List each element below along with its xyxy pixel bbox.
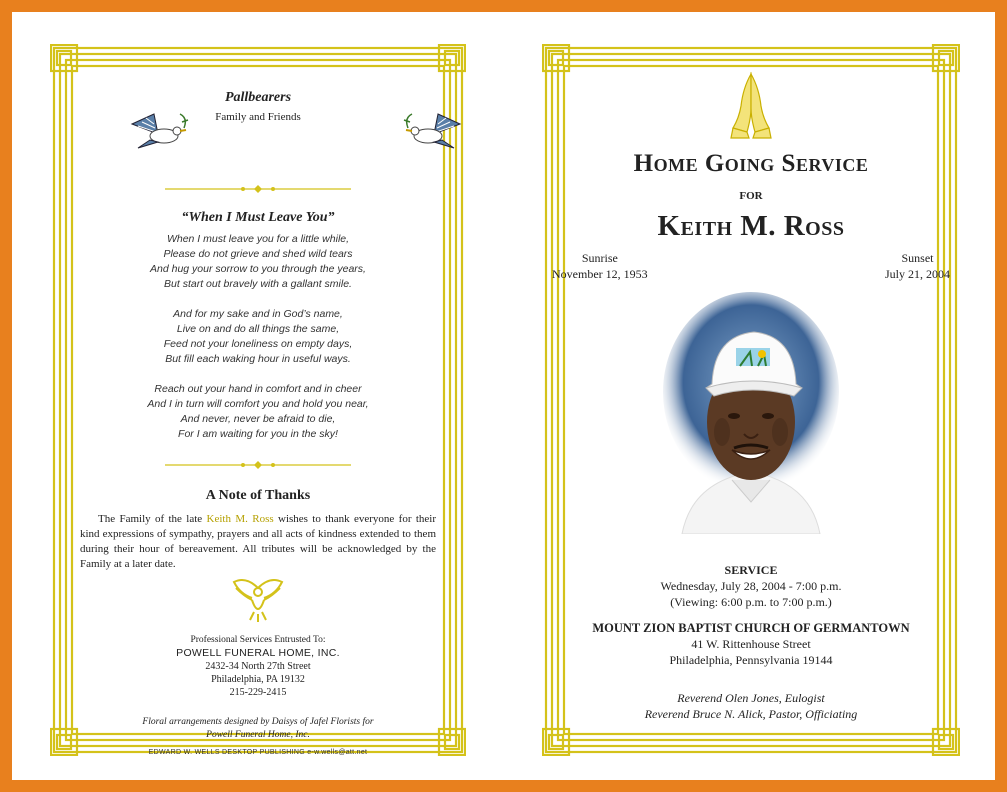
thanks-text: wishes to thank everyone for their kind expressions of sympathy, prayers and all acts of kindness extended to them during their hour of bereavement. All tributes will be acknowledged by the Family at a later date.	[80, 513, 437, 570]
ornament-divider	[163, 460, 353, 470]
sunset-block	[885, 250, 950, 282]
funeral-home-street: 2432-34 North 27th Street	[205, 661, 311, 672]
service-info	[558, 562, 944, 610]
service-title: Home Going Service	[633, 150, 869, 177]
funeral-home-city: Philadelphia, PA 19132	[211, 674, 305, 685]
pallbearers-names: Family and Friends	[215, 111, 301, 123]
left-content	[80, 74, 437, 740]
church-info	[548, 620, 954, 668]
eulogist: Reverend Olen Jones, Eulogist	[677, 691, 825, 705]
ornament-divider	[163, 184, 353, 194]
floral-line: Floral arrangements designed by Daisys of Jafel Florists for	[142, 717, 374, 727]
poem-stanza	[86, 307, 430, 367]
poem-line: Please do not grieve and shed wild tears	[163, 248, 353, 260]
poem-line: Feed not your loneliness on empty days,	[163, 338, 353, 350]
sunrise-label: Sunrise	[581, 251, 618, 265]
thanks-body	[80, 512, 436, 572]
deceased-name-highlight: Keith M. Ross	[206, 513, 274, 525]
right-content	[552, 74, 950, 726]
poem-line: And I in turn will comfort you and hold you near,	[147, 398, 369, 410]
poem-line: And hug your sorrow to you through the years,	[150, 263, 366, 275]
poem-line: Reach out your hand in comfort and in cheer	[154, 383, 362, 395]
poem-line: And never, never be afraid to die,	[180, 413, 336, 425]
clergy-info	[558, 690, 944, 722]
funeral-home-name: POWELL FUNERAL HOME, INC.	[176, 647, 340, 659]
poem-line: But start out bravely with a gallant smile.	[164, 278, 352, 290]
sunrise-date: November 12, 1953	[552, 267, 648, 281]
floral-credit	[86, 716, 430, 742]
poem-title: “When I Must Leave You”	[181, 210, 335, 225]
service-for: for	[739, 186, 763, 203]
funeral-home-phone: 215-229-2415	[229, 687, 287, 698]
funeral-home-info	[86, 634, 430, 699]
poem-stanza	[86, 382, 430, 442]
church-street: 41 W. Rittenhouse Street	[691, 637, 811, 651]
poem-line: Live on and do all things the same,	[176, 323, 340, 335]
sunrise-block	[552, 250, 648, 282]
thanks-text: The Family of the late	[98, 513, 207, 525]
right-panel	[542, 44, 960, 756]
poem-line: But fill each waking hour in useful ways.	[165, 353, 351, 365]
viewing-time: (Viewing: 6:00 p.m. to 7:00 p.m.)	[670, 595, 832, 609]
eagle-emblem-icon	[230, 574, 286, 624]
poem-line: When I must leave you for a little while,	[166, 233, 350, 245]
poem-line: For I am waiting for you in the sky!	[178, 428, 338, 440]
poem-stanza	[86, 232, 430, 292]
portrait-photo	[662, 292, 840, 534]
publisher-credit: EDWARD W. WELLS DESKTOP PUBLISHING e-w.wells@att.net	[148, 749, 368, 756]
floral-line: Powell Funeral Home, Inc.	[206, 730, 310, 740]
program-sheet	[12, 12, 995, 780]
poem-body	[86, 232, 430, 457]
sunset-date: July 21, 2004	[884, 267, 950, 281]
service-label: SERVICE	[724, 563, 778, 577]
left-panel	[50, 44, 466, 756]
church-name: MOUNT ZION BAPTIST CHURCH OF GERMANTOWN	[592, 621, 910, 635]
church-city: Philadelphia, Pennsylvania 19144	[669, 653, 833, 667]
deceased-name: Keith M. Ross	[657, 210, 845, 242]
service-date: Wednesday, July 28, 2004 - 7:00 p.m.	[660, 579, 842, 593]
poem-line: And for my sake and in God’s name,	[173, 308, 343, 320]
thanks-title: A Note of Thanks	[205, 488, 311, 503]
entrusted-label: Professional Services Entrusted To:	[190, 635, 326, 645]
pallbearers-section	[86, 90, 430, 123]
pallbearers-title: Pallbearers	[224, 90, 292, 105]
officiant: Reverend Bruce N. Alick, Pastor, Officiating	[644, 707, 858, 721]
praying-hands-icon	[721, 68, 781, 140]
sunset-label: Sunset	[901, 251, 934, 265]
